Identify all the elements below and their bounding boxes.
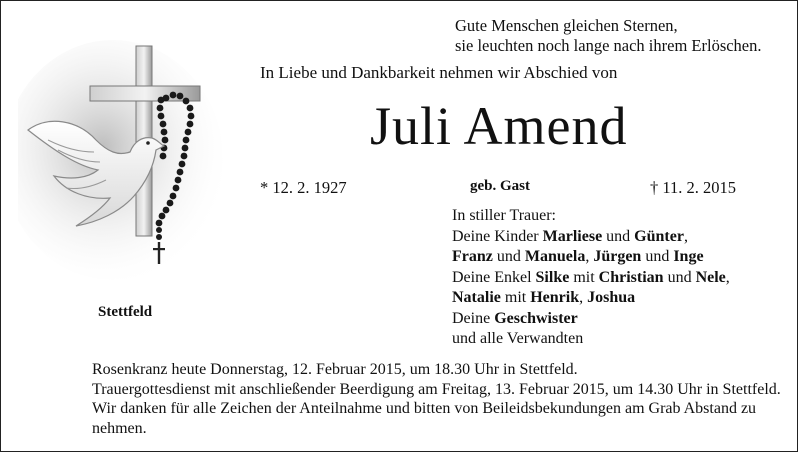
epigraph-quote [455, 16, 795, 56]
mourners-line: Franz und Manuela, Jürgen und Inge [452, 248, 704, 265]
deceased-name: Juli Amend [370, 96, 628, 156]
mourners-line: und alle Verwandten [452, 330, 584, 347]
mourners-line: Deine Geschwister [452, 309, 578, 327]
quote-line-1: Gute Menschen gleichen Sternen, [455, 16, 678, 35]
intro-text: In Liebe und Dankbarkeit nehmen wir Abschied von [260, 63, 618, 82]
quote-line-2: sie leuchten noch lange nach ihrem Erlöschen. [455, 36, 762, 55]
mourners-line: Deine Enkel Silke mit Christian und Nele, [452, 268, 730, 286]
birth-date: * 12. 2. 1927 [260, 178, 347, 197]
mourners-heading: In stiller Trauer: [452, 207, 556, 224]
footer-line-3: Wir danken für alle Zeichen der Anteilnahme und bitten von Beileidsbekundungen am Grab Abstand zu [92, 400, 757, 417]
footer-line-1: Rosenkranz heute Donnerstag, 12. Februar 2015, um 18.30 Uhr in Stettfeld. [92, 361, 578, 378]
maiden-name: geb. Gast [470, 178, 530, 194]
mourners-list [452, 206, 792, 350]
mourners-line: Natalie mit Henrik, Joshua [452, 289, 636, 306]
footer-line-4: nehmen. [92, 419, 147, 437]
cross-dove-rosary-illustration [18, 40, 238, 290]
service-details [92, 360, 792, 438]
mourners-line: Deine Kinder Marliese und Günter, [452, 227, 688, 245]
death-date: † 11. 2. 2015 [650, 178, 737, 197]
place-name: Stettfeld [98, 304, 153, 320]
footer-line-2: Trauergottesdienst mit anschließender Beerdigung am Freitag, 13. Februar 2015, um 14.30 Uhr in Stettfeld. [92, 380, 781, 398]
